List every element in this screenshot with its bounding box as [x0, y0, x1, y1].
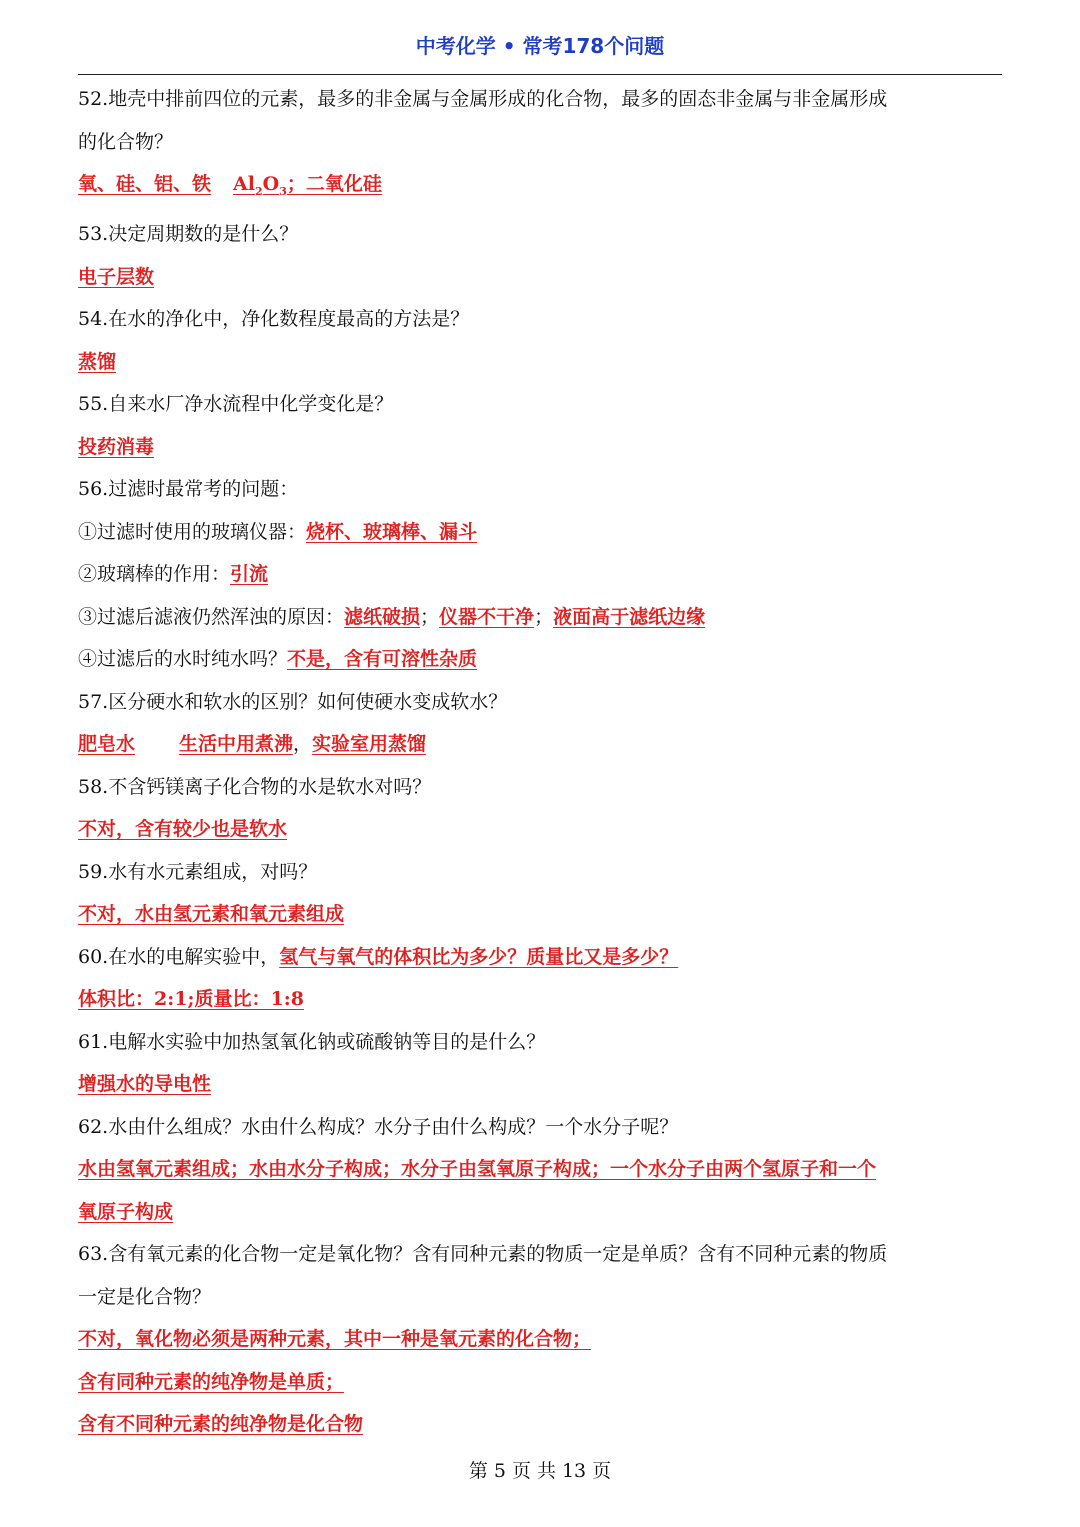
question-55: 55.自来水厂净水流程中化学变化是？: [78, 393, 394, 416]
answer-55: 投药消毒: [78, 435, 155, 458]
answer-58: 不对，含有较少也是软水: [78, 818, 288, 841]
question-52: 52.地壳中排前四位的元素，最多的非金属与金属形成的化合物，最多的固态非金属与非金属形成: [78, 88, 888, 110]
page-header: [78, 28, 1002, 75]
question-60: 60.在水的电解实验中，氢气与氧气的体积比为多少？质量比又是多少？: [78, 945, 679, 968]
question-56-3: ③过滤后滤液仍然浑浊的原因：滤纸破损；仪器不干净；液面高于滤纸边缘: [78, 605, 706, 628]
question-56-2: ②玻璃棒的作用：引流: [78, 563, 269, 586]
question-57: 57.区分硬水和软水的区别？如何使硬水变成软水？: [78, 690, 508, 713]
answer-52-elements: 氧、硅、铝、铁: [78, 173, 212, 195]
question-52-cont: 的化合物？: [78, 130, 174, 153]
question-62: 62.水由什么组成？水由什么构成？水分子由什么构成？一个水分子呢？: [78, 1115, 679, 1138]
question-54: 54.在水的净化中，净化数程度最高的方法是？: [78, 308, 470, 331]
answer-62: 水由氢氧元素组成；水由水分子构成；水分子由氢氧原子构成；一个水分子由两个氢原子和一个: [78, 1158, 877, 1181]
question-58: 58.不含钙镁离子化合物的水是软水对吗？: [78, 775, 432, 798]
question-63: 63.含有氧元素的化合物一定是氧化物？含有同种元素的物质一定是单质？含有不同种元素的物质: [78, 1243, 888, 1266]
page-total: 13: [561, 1460, 587, 1482]
question-63-cont: 一定是化合物？: [78, 1285, 212, 1308]
question-56: 56.过滤时最常考的问题：: [78, 478, 299, 501]
answer-53: 电子层数: [78, 265, 155, 288]
qa-content: [78, 78, 1004, 1446]
answer-59: 不对，水由氢元素和氧元素组成: [78, 903, 345, 926]
page-title: 中考化学 • 常考178个问题: [415, 34, 665, 58]
question-56-1: ①过滤时使用的玻璃仪器：烧杯、玻璃棒、漏斗: [78, 520, 478, 543]
answer-54: 蒸馏: [78, 350, 117, 373]
answer-63-3: 含有不同种元素的纯净物是化合物: [78, 1413, 364, 1436]
question-53: 53.决定周期数的是什么？: [78, 223, 299, 246]
answer-52-compounds: $Al_2O_3$；二氧化硅: [233, 173, 382, 198]
question-61: 61.电解水实验中加热氢氧化钠或硫酸钠等目的是什么？: [78, 1030, 546, 1053]
answer-63-2: 含有同种元素的纯净物是单质；: [78, 1370, 345, 1393]
question-59: 59.水有水元素组成，对吗？: [78, 860, 318, 883]
answer-52: [78, 163, 1004, 213]
page-footer: 第 5 页 共 13 页: [468, 1460, 612, 1482]
answer-63-1: 不对，氧化物必须是两种元素，其中一种是氧元素的化合物；: [78, 1328, 592, 1351]
answer-61: 增强水的导电性: [78, 1073, 212, 1096]
answer-60: 体积比：2:1;质量比：1:8: [78, 988, 304, 1011]
question-56-4: ④过滤后的水时纯水吗？不是，含有可溶性杂质: [78, 648, 478, 671]
page-number: 5: [493, 1460, 506, 1482]
answer-57: 肥皂水 生活中用煮沸，实验室用蒸馏: [78, 733, 427, 756]
answer-62-cont: 氧原子构成: [78, 1200, 174, 1223]
